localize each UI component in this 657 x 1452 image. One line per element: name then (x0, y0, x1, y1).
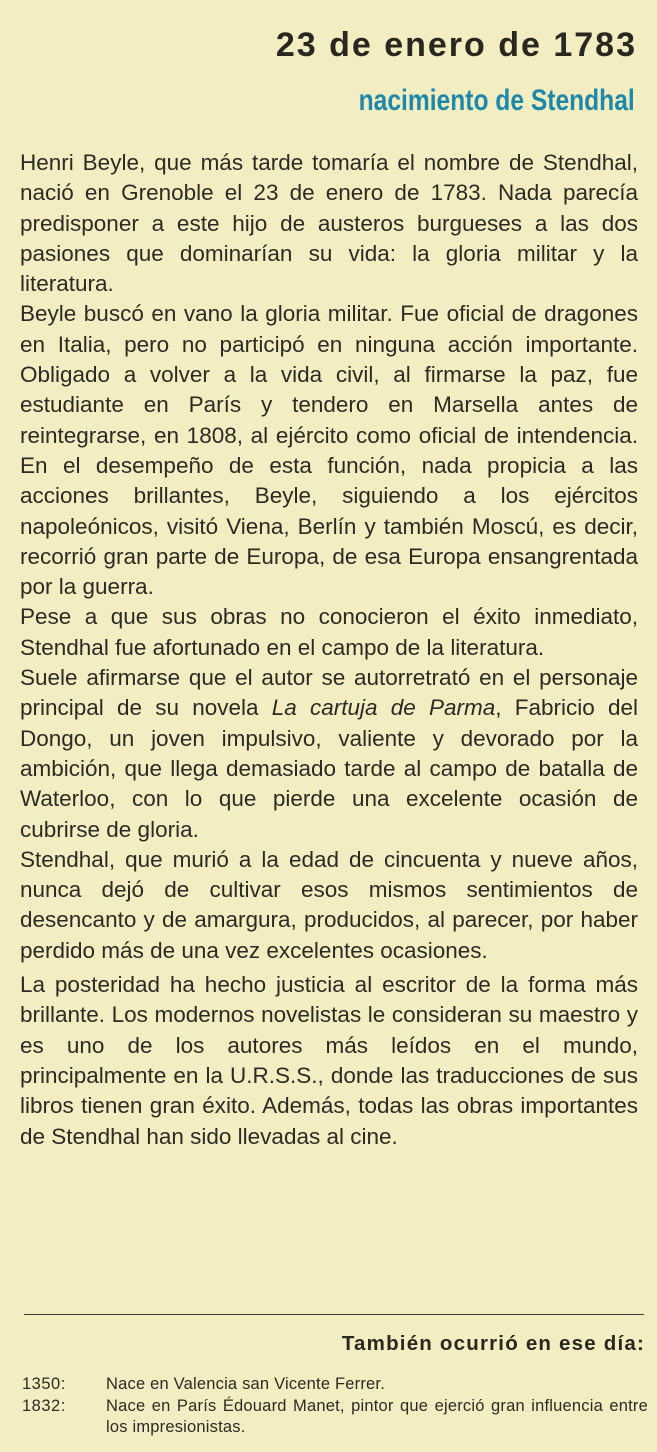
paragraph-4-tail: , Fabricio del Dongo, un joven impulsivo, valiente y devorado por la ambición, que llega demasiado tarde al campo de batalla de Waterloo, con lo que pierde una excelente ocasión de cubrirse de gloria. (20, 695, 638, 842)
events-list (22, 1374, 648, 1439)
paragraph-3: Pese a que sus obras no conocieron el éxito inmediato, Stendhal fue afortunado en el campo de la literatura. (20, 604, 638, 660)
event-text: Nace en París Édouard Manet, pintor que ejerció gran influencia entre los impresionistas. (106, 1397, 648, 1436)
paragraph-6: La posteridad ha hecho justicia al escritor de la forma más brillante. Los modernos novelistas le consideran su maestro y es uno de los autores más leídos en el mundo, principalmente en la U.R.S.S., donde las traducciones de sus libros tienen gran éxito. Además, todas las obras importantes de Stendhal han sido llevadas al cine. (20, 972, 638, 1149)
also-happened-heading: También ocurrió en ese día: (341, 1332, 645, 1355)
event-item (22, 1396, 648, 1438)
paragraph-4 (20, 663, 638, 845)
event-year: 1832: (22, 1397, 66, 1415)
paragraph-1: Henri Beyle, que más tarde tomaría el nombre de Stendhal, nació en Grenoble el 23 de enero de 1783. Nada parecía predisponer a este hijo de austeros burgueses a las dos pasiones que dominarían su vida: la gloria militar y la literatura. (20, 150, 638, 297)
page-title: 23 de enero de 1783 (275, 26, 637, 64)
section-divider (24, 1314, 644, 1315)
event-text: Nace en Valencia san Vicente Ferrer. (106, 1375, 385, 1393)
paragraph-5: Stendhal, que murió a la edad de cincuenta y nueve años, nunca dejó de cultivar esos mismos sentimientos de desencanto y de amargura, producidos, al parecer, por haber perdido más de una vez excelentes ocasiones. (20, 846, 638, 963)
event-year: 1350: (22, 1375, 66, 1393)
novel-title: La cartuja de Parma (271, 695, 496, 721)
page-subtitle: nacimiento de Stendhal (358, 84, 635, 117)
paragraph-4-lead: Suele afirmarse que el autor se autorretrató en el personaje principal de su novela (20, 665, 638, 721)
paragraph-2: Beyle buscó en vano la gloria militar. Fue oficial de dragones en Italia, pero no participó en ninguna acción importante. Obligado a volver a la vida civil, al firmarse la paz, fue estudiante en París y tendero en Marsella antes de reintegrarse, en 1808, al ejército como oficial de intendencia. En el desempeño de esta función, nada propicia a las acciones brillantes, Beyle, siguiendo a los ejércitos napoleónicos, visitó Viena, Berlín y también Moscú, es decir, recorrió gran parte de Europa, de esa Europa ensangrentada por la guerra. (20, 301, 638, 600)
event-item (22, 1374, 648, 1395)
article-body (20, 148, 638, 1152)
